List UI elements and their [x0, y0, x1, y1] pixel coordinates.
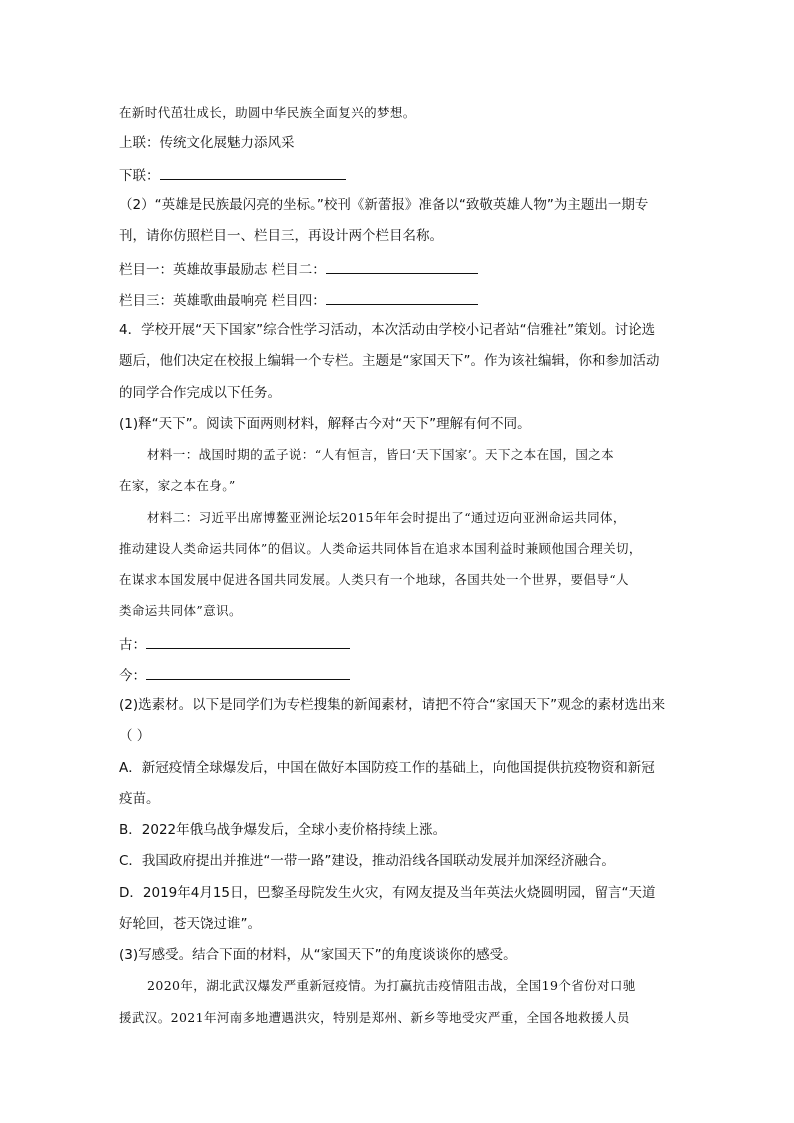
- ancient-label: 古：: [119, 637, 146, 653]
- option-b[interactable]: B．2022年俄乌战争爆发后，全球小麦价格持续上涨。: [119, 822, 447, 838]
- material2-line-1: 材料二：习近平出席博鳌亚洲论坛2015年年会时提出了“通过迈向亚洲命运共同体，: [147, 510, 626, 525]
- couplet-lower-label: 下联：: [119, 168, 160, 184]
- task3-material-line-2: 援武汉。2021年河南多地遭遇洪灾，特别是郑州、新乡等地受灾严重，全国各地救援人员: [119, 1010, 630, 1025]
- couplet-upper-text: 传统文化展魅力添风采: [159, 135, 295, 151]
- column-four-blank[interactable]: [326, 290, 478, 305]
- material1-line-1: 材料一：战国时期的孟子说：“人有恒言，皆曰‘天下国家’。天下之本在国，国之本: [147, 447, 615, 462]
- material2-line-2: 推动建设人类命运共同体”的倡议。人类命运共同体旨在追求本国利益时兼顾他国合理关切，: [119, 541, 642, 556]
- intro-line: 在新时代茁壮成长，助圆中华民族全面复兴的梦想。: [119, 105, 416, 120]
- option-d-line-1[interactable]: D．2019年4月15日，巴黎圣母院发生火灾，有网友提及当年英法火烧圆明园，留言“天道: [119, 885, 656, 901]
- modern-blank[interactable]: [146, 665, 350, 680]
- modern-answer: [119, 665, 350, 685]
- task2-prompt: (2)选素材。以下是同学们为专栏搜集的新闻素材，请把不符合“家国天下”观念的素材选出来: [119, 697, 666, 713]
- q4-line-3: 的同学合作完成以下任务。: [119, 385, 281, 401]
- column-row-2: [119, 290, 478, 310]
- material2-line-3: 在谋求本国发展中促进各国共同发展。人类只有一个地球，各国共处一个世界，要倡导“人: [119, 572, 629, 587]
- column-one-text: 栏目一：英雄故事最励志: [119, 262, 268, 278]
- q4-line-2: 题后，他们决定在校报上编辑一个专栏。主题是“家国天下”。作为该社编辑，你和参加活动: [119, 353, 660, 369]
- couplet-lower: [119, 165, 346, 185]
- column-two-label: 栏目二：: [271, 262, 326, 278]
- column-four-label: 栏目四：: [271, 293, 326, 309]
- material2-line-4: 类命运共同体”意识。: [119, 603, 242, 618]
- option-d-line-2: 好轮回，苍天饶过谁”。: [119, 916, 261, 932]
- option-a-line-2: 疫苗。: [119, 791, 160, 807]
- option-a-line-1[interactable]: A．新冠疫情全球爆发后，中国在做好本国防疫工作的基础上，向他国提供抗疫物资和新冠: [119, 760, 655, 776]
- task3-prompt: (3)写感受。结合下面的材料，从“家国天下”的角度谈谈你的感受。: [119, 947, 517, 963]
- couplet-upper-label: 上联：: [119, 135, 160, 151]
- task1-prompt: (1)释“天下”。阅读下面两则材料，解释古今对“天下”理解有何不同。: [119, 416, 531, 432]
- q2-line-2: 刊，请你仿照栏目一、栏目三，再设计两个栏目名称。: [119, 228, 443, 244]
- option-c[interactable]: C．我国政府提出并推进“一带一路”建设，推动沿线各国联动发展并加深经济融合。: [119, 853, 615, 869]
- q2-line-1: （2）“英雄是民族最闪亮的坐标。”校刊《新蕾报》准备以“致敬英雄人物”为主题出一期专: [119, 197, 649, 213]
- material1-line-2: 在家，家之本在身。”: [119, 478, 236, 493]
- task3-material-line-1: 2020年，湖北武汉爆发严重新冠疫情。为打赢抗击疫情阻击战，全国19个省份对口驰: [147, 978, 636, 993]
- ancient-blank[interactable]: [146, 634, 350, 649]
- q4-line-1: 4．学校开展“天下国家”综合性学习活动，本次活动由学校小记者站“信雅社”策划。讨论选: [119, 322, 656, 338]
- column-three-text: 栏目三：英雄歌曲最响亮: [119, 293, 268, 309]
- couplet-upper: [119, 134, 295, 152]
- modern-label: 今：: [119, 668, 146, 684]
- ancient-answer: [119, 634, 350, 654]
- couplet-lower-blank[interactable]: [160, 165, 346, 180]
- column-row-1: [119, 259, 478, 279]
- task2-answer-bracket[interactable]: （ ）: [119, 728, 151, 744]
- column-two-blank[interactable]: [326, 259, 478, 274]
